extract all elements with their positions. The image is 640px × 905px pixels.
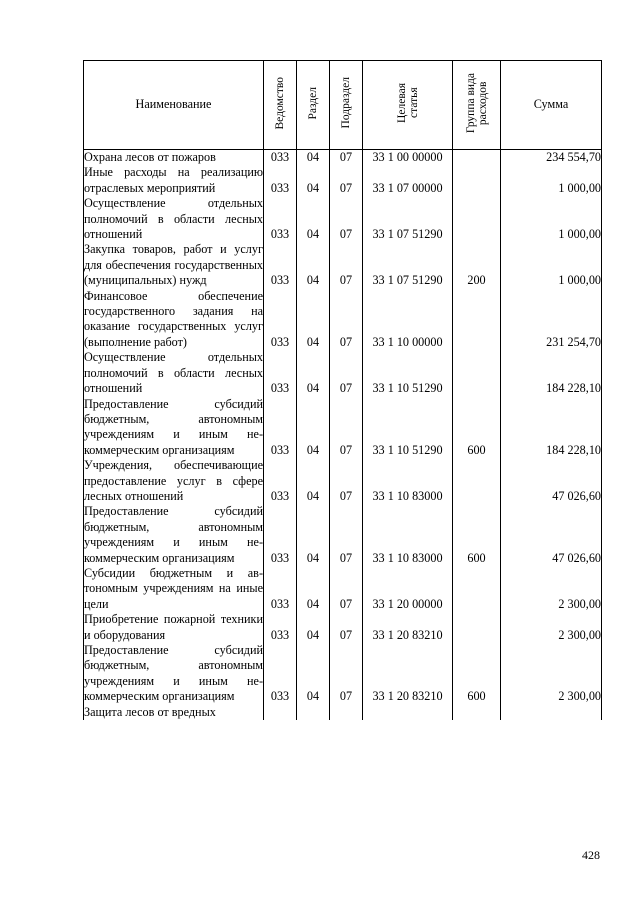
row-subsection: 07 [330, 196, 363, 242]
row-target: 33 1 10 83000 [363, 504, 453, 566]
row-section: 04 [297, 612, 330, 643]
row-department: 033 [264, 612, 297, 643]
row-section: 04 [297, 242, 330, 288]
row-group [453, 350, 501, 396]
table-row [84, 705, 602, 720]
header-department [264, 61, 297, 150]
row-target: 33 1 00 00000 [363, 150, 453, 166]
row-group [453, 196, 501, 242]
row-name: Осуществление отдельных полномочий в области лесных отношений [84, 196, 263, 242]
row-department: 033 [264, 504, 297, 566]
table-row [84, 350, 602, 396]
table-row [84, 397, 602, 459]
row-subsection: 07 [330, 458, 363, 504]
page-number: 428 [582, 848, 600, 862]
row-sum [501, 705, 602, 720]
header-group-line1: Группа вида [464, 72, 477, 133]
row-name: Иные расходы на реализацию отраслевых мероприятий [84, 165, 263, 195]
header-subsection-text: Подраздел [340, 77, 352, 129]
row-department: 033 [264, 566, 297, 612]
row-group [453, 458, 501, 504]
table-row [84, 242, 602, 288]
table-row [84, 643, 602, 705]
row-section: 04 [297, 458, 330, 504]
table-row [84, 612, 602, 643]
row-sum: 231 254,70 [501, 289, 602, 351]
row-sum: 184 228,10 [501, 397, 602, 459]
row-subsection: 07 [330, 397, 363, 459]
row-section: 04 [297, 165, 330, 196]
row-group [453, 165, 501, 196]
row-section: 04 [297, 397, 330, 459]
table-row [84, 566, 602, 612]
row-department [264, 705, 297, 720]
row-target [363, 705, 453, 720]
row-subsection: 07 [330, 566, 363, 612]
row-department: 033 [264, 289, 297, 351]
row-name: Закупка товаров, работ и услуг для обеспечения государственных (муниципальных) нужд [84, 242, 263, 288]
row-target: 33 1 07 00000 [363, 165, 453, 196]
row-sum: 1 000,00 [501, 242, 602, 288]
row-sum: 47 026,60 [501, 458, 602, 504]
row-section: 04 [297, 643, 330, 705]
row-department: 033 [264, 242, 297, 288]
row-name: Охрана лесов от пожаров [84, 150, 264, 166]
header-target-line2: статья [407, 87, 420, 119]
table-row [84, 196, 602, 242]
row-section: 04 [297, 504, 330, 566]
row-subsection: 07 [330, 242, 363, 288]
row-group [453, 289, 501, 351]
header-target-text [396, 83, 420, 123]
row-target: 33 1 20 00000 [363, 566, 453, 612]
header-department-text: Ведомство [274, 76, 286, 130]
row-target: 33 1 07 51290 [363, 196, 453, 242]
row-sum: 2 300,00 [501, 612, 602, 643]
table-row [84, 458, 602, 504]
row-group [453, 566, 501, 612]
table-row [84, 150, 602, 166]
row-name: Приобретение пожарной техники и оборудования [84, 612, 263, 642]
row-sum: 2 300,00 [501, 643, 602, 705]
header-group [453, 61, 501, 150]
row-name: Учреждения, обеспечивающие предоставление услуг в сфере лесных отношений [84, 458, 263, 503]
row-name: Субсидии бюджетным и автономным учреждениям на иные цели [84, 565, 263, 611]
row-department: 033 [264, 458, 297, 504]
row-group [453, 705, 501, 720]
table-row [84, 165, 602, 196]
row-name: Защита лесов от вредных [84, 705, 264, 720]
row-department: 033 [264, 150, 297, 166]
row-section: 04 [297, 350, 330, 396]
row-subsection: 07 [330, 504, 363, 566]
row-name: Предоставление субсидий бюджетным, автономным учреждениям и иным некоммерческим организациям [84, 643, 263, 704]
row-section [297, 705, 330, 720]
row-subsection: 07 [330, 643, 363, 705]
row-target: 33 1 10 00000 [363, 289, 453, 351]
row-sum: 2 300,00 [501, 566, 602, 612]
row-group: 600 [453, 504, 501, 566]
row-subsection: 07 [330, 612, 363, 643]
row-target: 33 1 10 51290 [363, 397, 453, 459]
table-header-row [84, 61, 602, 150]
row-subsection: 07 [330, 165, 363, 196]
header-sum [501, 61, 602, 150]
row-section: 04 [297, 150, 330, 166]
row-subsection [330, 705, 363, 720]
table-row [84, 504, 602, 566]
row-group [453, 150, 501, 166]
row-target: 33 1 07 51290 [363, 242, 453, 288]
row-department: 033 [264, 397, 297, 459]
table-row [84, 289, 602, 351]
row-section: 04 [297, 196, 330, 242]
row-section: 04 [297, 289, 330, 351]
header-subsection [330, 61, 363, 150]
row-name: Осуществление отдельных полномочий в области лесных отношений [84, 350, 263, 396]
header-group-text [465, 73, 489, 133]
row-sum: 234 554,70 [501, 150, 602, 166]
row-group: 200 [453, 242, 501, 288]
row-group: 600 [453, 397, 501, 459]
row-sum: 1 000,00 [501, 165, 602, 196]
row-subsection: 07 [330, 289, 363, 351]
row-department: 033 [264, 350, 297, 396]
row-subsection: 07 [330, 150, 363, 166]
row-section: 04 [297, 566, 330, 612]
row-department: 033 [264, 196, 297, 242]
row-department: 033 [264, 165, 297, 196]
row-target: 33 1 10 51290 [363, 350, 453, 396]
header-target [363, 61, 453, 150]
row-target: 33 1 20 83210 [363, 612, 453, 643]
row-group [453, 612, 501, 643]
table-body [84, 150, 602, 721]
row-department: 033 [264, 643, 297, 705]
row-subsection: 07 [330, 350, 363, 396]
header-sum-text: Сумма [533, 97, 569, 112]
header-target-line1: Целевая [395, 82, 408, 123]
row-group: 600 [453, 643, 501, 705]
row-target: 33 1 10 83000 [363, 458, 453, 504]
header-name [84, 61, 264, 150]
row-sum: 1 000,00 [501, 196, 602, 242]
row-target: 33 1 20 83210 [363, 643, 453, 705]
row-name: Предоставление субсидий бюджетным, автономным учреждениям и иным некоммерческим организациям [84, 396, 263, 457]
budget-table [83, 60, 602, 720]
header-name-text: Наименование [135, 97, 212, 112]
header-section-text: Раздел [307, 86, 319, 120]
row-name: Предоставление субсидий бюджетным, автономным учреждениям и иным некоммерческим организациям [84, 504, 263, 565]
row-sum: 184 228,10 [501, 350, 602, 396]
header-group-line2: расходов [476, 81, 489, 125]
row-name: Финансовое обеспечение государственного задания на оказание государственных услуг (выполнение работ) [84, 288, 263, 349]
header-section [297, 61, 330, 150]
row-sum: 47 026,60 [501, 504, 602, 566]
